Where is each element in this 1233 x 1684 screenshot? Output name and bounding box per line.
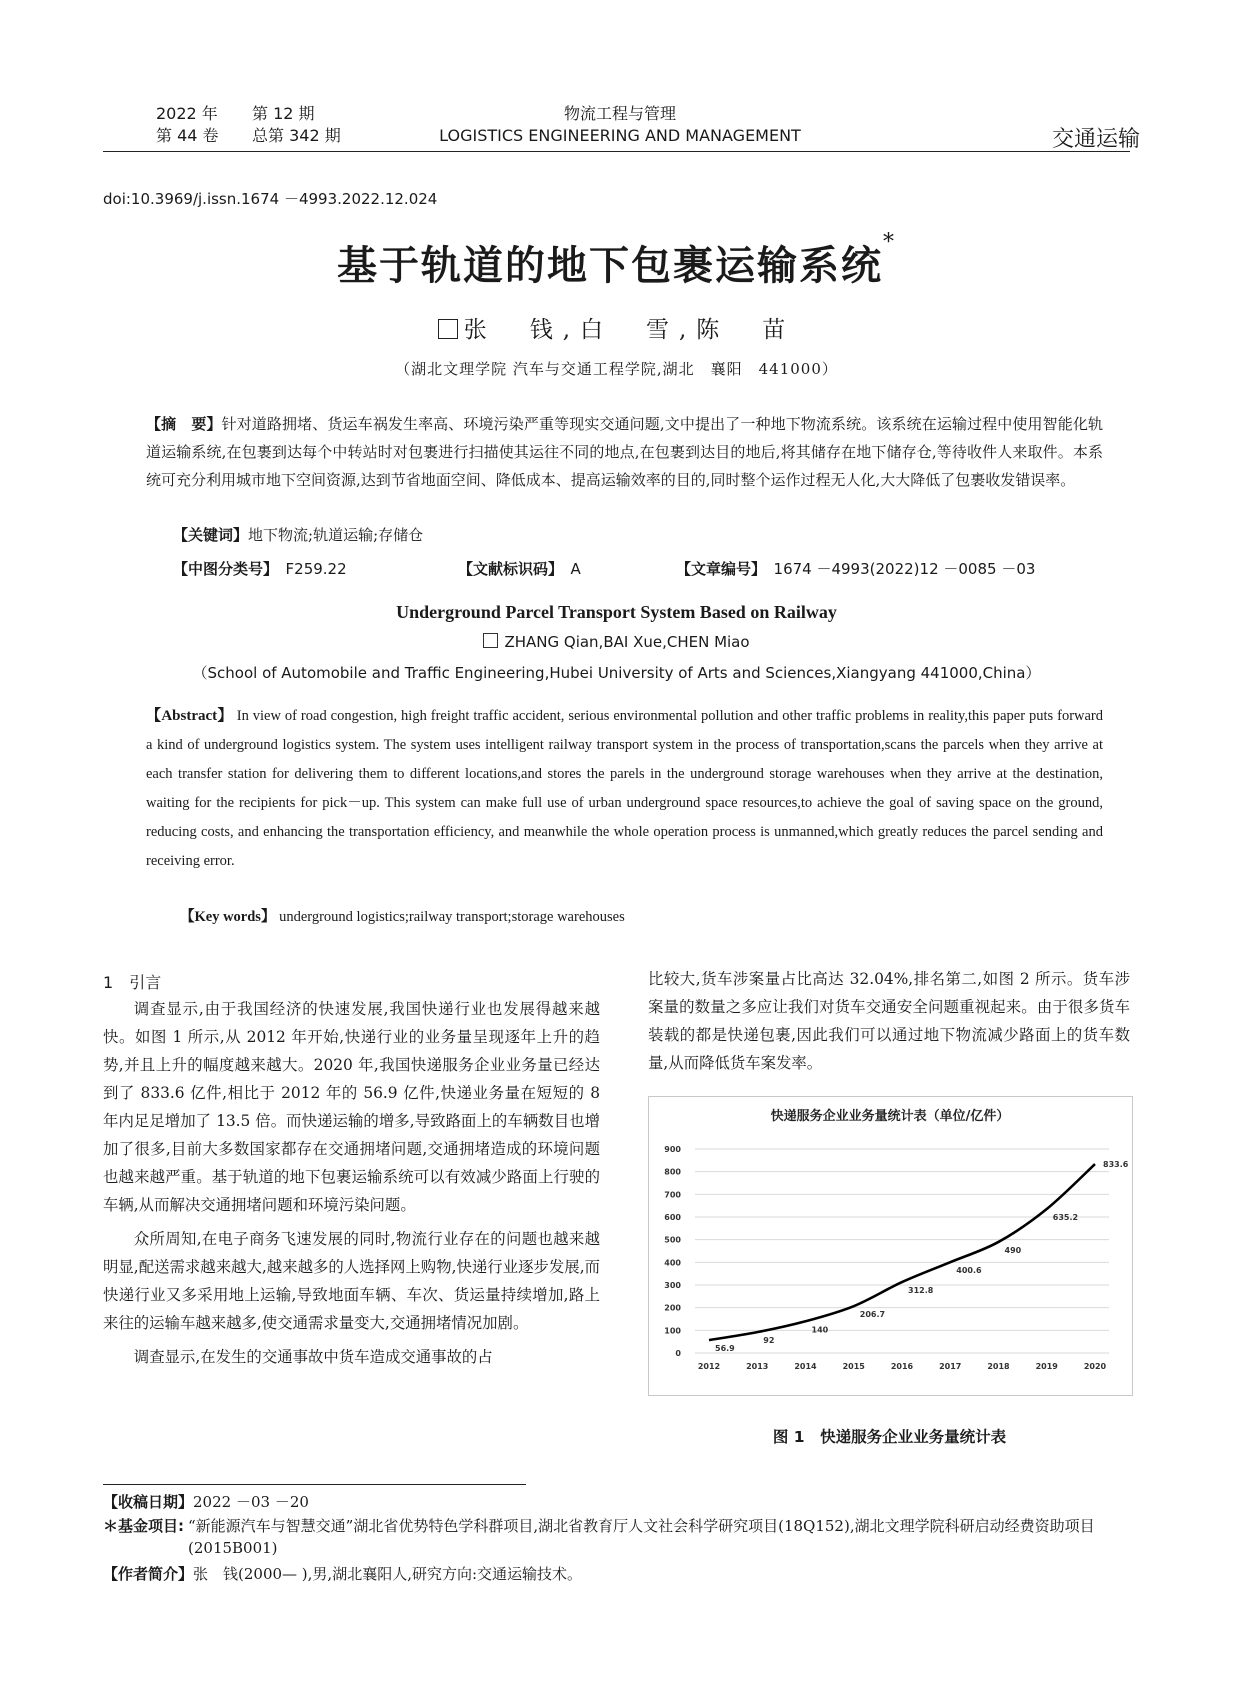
x-tick-label: 2012 — [697, 1362, 721, 1371]
data-label: 56.9 — [715, 1344, 735, 1354]
abstract-cn-text: 针对道路拥堵、货运车祸发生率高、环境污染严重等现实交通问题,文中提出了一种地下物流系统。该系统在运输过程中使用智能化轨道运输系统,在包裹到达每个中转站时对包裹进行扫描使其运往不同的地点,在包裹到达目的地后,将其储存在地下储存仓,等待收件人来取件。本系统可充分利用城市地下空间资源,达到节省地面空间、降低成本、提高运输效率的目的,同时整个运作过程无人化,大大降低了包裹收发错误率。 — [146, 415, 1103, 489]
keywords-en-text: underground logistics;railway transport;storage warehouses — [279, 909, 625, 925]
x-tick-label: 2016 — [890, 1362, 914, 1371]
doc-label: 【文献标识码】 — [458, 560, 556, 578]
affiliation-cn: （湖北文理学院 汽车与交通工程学院,湖北 襄阳 441000） — [395, 360, 838, 378]
abstract-cn — [146, 410, 1103, 494]
fund-text: “新能源汽车与智慧交通”湖北省优势特色学科群项目,湖北省教育厅人文社会科学研究项目(18Q152),湖北文理学院科研启动经费资助项目(2015B001) — [188, 1517, 1095, 1557]
data-label: 833.6 — [1103, 1160, 1129, 1170]
clc-number — [173, 558, 347, 579]
footnote-author — [103, 1563, 1130, 1585]
doi: doi:10.3969/j.issn.1674 －4993.2022.12.024 — [103, 190, 438, 208]
header-issue-line2 — [156, 125, 346, 147]
authors-cn-text: 张 钱,白 雪,陈 苗 — [463, 317, 796, 343]
series-line — [709, 1164, 1095, 1340]
doc-value: A — [570, 560, 581, 578]
y-tick-label: 100 — [664, 1326, 681, 1336]
keywords-en — [180, 905, 625, 926]
figure-caption: 图 1 快递服务企业业务量统计表 — [772, 1428, 1007, 1446]
received-label: 【收稿日期】 — [103, 1493, 194, 1511]
clc-label: 【中图分类号】 — [173, 560, 271, 578]
authors-en-text: ZHANG Qian,BAI Xue,CHEN Miao — [504, 633, 750, 651]
header-year: 2022 年 — [156, 104, 218, 123]
data-label: 92 — [763, 1336, 775, 1346]
y-tick-label: 400 — [664, 1258, 681, 1268]
keywords-cn — [173, 524, 423, 545]
abstract-en-label: 【Abstract】 — [146, 708, 233, 724]
keywords-cn-label: 【关键词】 — [173, 526, 249, 544]
section-number: 1 — [103, 973, 114, 992]
x-tick-label: 2019 — [1035, 1362, 1058, 1371]
header-volume: 第 44 卷 — [156, 126, 219, 145]
article-number — [676, 558, 1035, 579]
footnote-rule — [103, 1484, 526, 1485]
header-rule — [103, 151, 1130, 152]
x-tick-label: 2014 — [794, 1362, 817, 1371]
abstract-en-text: In view of road congestion, high freight traffic accident, serious environmental pollution and other traffic problems in reality,this paper puts forward a kind of underground logistics system. The system uses intelligent railway transport system in the process of transportation,scans the parcels when they arrive at each transfer station for delivering them to different locations,and stores the parels in the underground storage warehouses when they arrive at the destination, waiting for the recipients for pick－up. This system can make full use of urban underground space resources,to achieve the goal of saving space on the ground, reducing costs, and enhancing the transportation efficiency, and meanwhile the whole operation process is unmanned,which greatly reduces the parcel sending and receiving error. — [146, 708, 1104, 869]
journal-title-cn: 物流工程与管理 — [563, 104, 676, 123]
data-label: 140 — [811, 1325, 829, 1335]
y-tick-label: 900 — [664, 1145, 681, 1154]
title-footnote-mark: * — [883, 230, 896, 255]
abstract-en — [146, 702, 1103, 876]
paragraph: 调查显示,由于我国经济的快速发展,我国快递行业也发展得越来越快。如图 1 所示,从 2012 年开始,快递行业的业务量呈现逐年上升的趋势,并且上升的幅度越来越大。2020 年,我国快递服务企业业务量已经达到了 833.6 亿件,相比于 2012 年的 56.9 亿件,快递业务量在短短的 8 年内足足增加了 13.5 倍。而快递运输的增多,导致路面上的车辆数目也增加了很多,目前大多数国家都存在交通拥堵问题,交通拥堵造成的环境问题也越来越严重。基于轨道的地下包裹运输系统可以有效减少路面上行驶的车辆,从而解决交通拥堵问题和环境污染问题。 — [103, 1000, 600, 1214]
keywords-cn-text: 地下物流;轨道运输;存储仓 — [248, 526, 424, 544]
y-tick-label: 600 — [664, 1213, 681, 1222]
paper-title-en: Underground Parcel Transport System Based on Railway — [396, 602, 837, 622]
paragraph: 众所周知,在电子商务飞速发展的同时,物流行业存在的问题也越来越明显,配送需求越来越大,越来越多的人选择网上购物,快递行业逐步发展,而快递行业又多采用地上运输,导致地面车辆、车次、货运量持续增加,路上来往的运输车越来越多,使交通需求量变大,交通拥堵情况加剧。 — [103, 1230, 600, 1332]
y-tick-label: 200 — [664, 1303, 681, 1313]
data-label: 400.6 — [956, 1266, 982, 1276]
figure-1-chart — [648, 1096, 1133, 1396]
body-left-column — [103, 995, 600, 1371]
y-tick-label: 0 — [675, 1349, 681, 1358]
paper-title-cn — [0, 230, 1233, 291]
art-label: 【文章编号】 — [676, 560, 759, 578]
journal-title-en: LOGISTICS ENGINEERING AND MANAGEMENT — [439, 126, 801, 145]
line-chart — [649, 1097, 1132, 1395]
abstract-cn-label: 【摘 要】 — [146, 415, 222, 433]
y-tick-label: 700 — [664, 1190, 681, 1200]
x-tick-label: 2020 — [1083, 1362, 1107, 1371]
author-box-icon — [438, 319, 458, 339]
doc-code — [458, 558, 581, 579]
chart-title: 快递服务企业业务量统计表（单位/亿件） — [770, 1109, 1010, 1124]
art-value: 1674 －4993(2022)12 －0085 －03 — [773, 560, 1036, 578]
y-tick-label: 500 — [664, 1235, 681, 1245]
section-tag: 交通运输 — [1051, 127, 1140, 152]
received-date: 2022 －03 －20 — [193, 1493, 309, 1511]
header-issue: 第 12 期 — [252, 104, 315, 123]
y-tick-label: 800 — [664, 1167, 681, 1177]
author-bio-label: 【作者简介】 — [103, 1565, 194, 1583]
authors-en — [0, 633, 1233, 651]
body-right-column — [648, 965, 1130, 1077]
fund-label: ＊基金项目: — [103, 1517, 184, 1535]
header-total: 总第 342 期 — [252, 126, 341, 145]
x-tick-label: 2017 — [939, 1362, 962, 1371]
keywords-en-label: 【Key words】 — [180, 909, 276, 925]
x-tick-label: 2015 — [842, 1362, 865, 1371]
y-tick-label: 300 — [664, 1281, 681, 1290]
data-label: 312.8 — [908, 1286, 934, 1296]
author-box-small-icon — [483, 633, 498, 648]
author-bio-text: 张 钱(2000— ),男,湖北襄阳人,研究方向:交通运输技术。 — [193, 1565, 583, 1583]
section-heading — [103, 970, 161, 993]
affiliation-en: （School of Automobile and Traffic Engineering,Hubei University of Arts and Sciences,Xiangyang 441000,China） — [192, 664, 1041, 682]
paragraph: 调查显示,在发生的交通事故中货车造成交通事故的占 — [133, 1348, 493, 1366]
paragraph: 比较大,货车涉案量占比高达 32.04%,排名第二,如图 2 所示。货车涉案量的数量之多应让我们对货车交通安全问题重视起来。由于很多货车装载的都是快递包裹,因此我们可以通过地下物流减少路面上的货车数量,从而降低货车案发率。 — [648, 970, 1130, 1072]
footnote-received — [103, 1491, 1130, 1513]
x-tick-label: 2013 — [746, 1362, 769, 1371]
section-title: 引言 — [129, 973, 162, 992]
header-issue-line1 — [156, 103, 346, 125]
x-tick-label: 2018 — [987, 1362, 1010, 1371]
data-label: 635.2 — [1052, 1213, 1079, 1223]
data-label: 490 — [1004, 1245, 1022, 1255]
title-text: 基于轨道的地下包裹运输系统 — [337, 242, 883, 289]
footnote-fund — [103, 1515, 1130, 1559]
data-label: 206.7 — [859, 1310, 886, 1320]
clc-value: F259.22 — [285, 560, 347, 578]
authors-cn — [0, 311, 1233, 344]
